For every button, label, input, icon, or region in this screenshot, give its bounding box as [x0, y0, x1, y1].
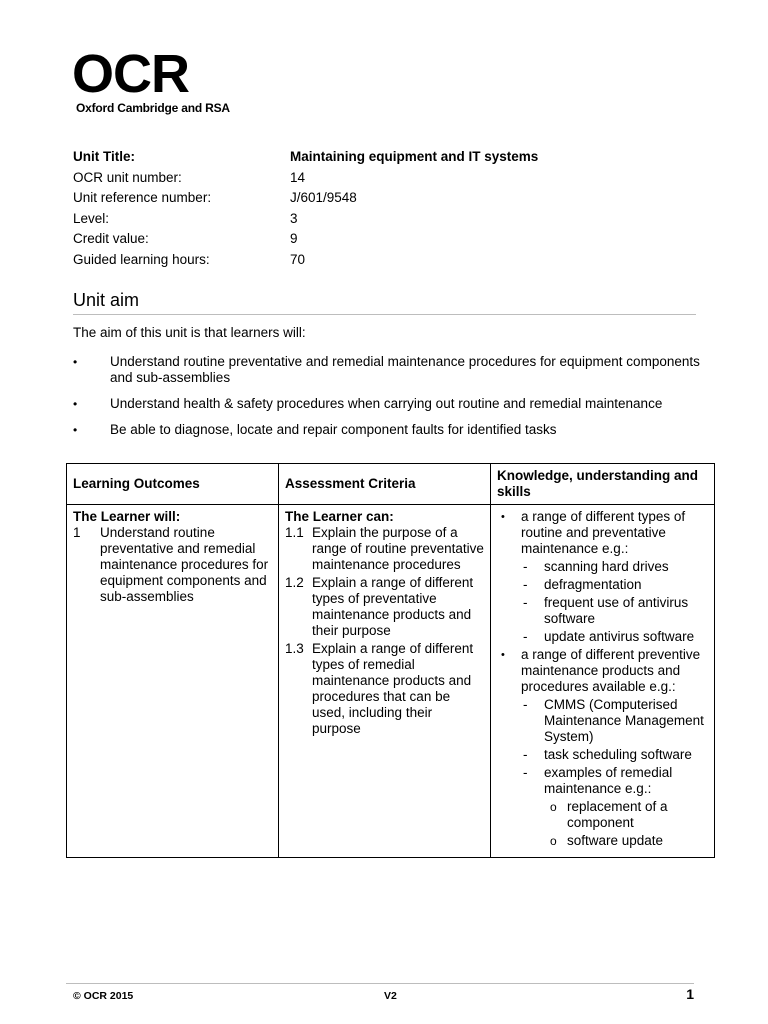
sub-item-text: defragmentation	[544, 577, 642, 592]
list-item	[521, 697, 708, 745]
criterion-text: Explain a range of different types of preventative maintenance products and their purpose	[312, 575, 474, 638]
list-item	[521, 595, 708, 627]
header-learning-outcomes: Learning Outcomes	[67, 464, 279, 505]
unit-number-label: OCR unit number:	[73, 169, 182, 185]
list-item	[73, 354, 703, 386]
criterion-text: Explain the purpose of a range of routine preventative maintenance procedures	[312, 525, 484, 572]
unit-number-value: 14	[290, 169, 306, 185]
unit-title-label: Unit Title:	[73, 149, 135, 164]
knowledge-cell	[491, 505, 715, 858]
outcome-number: 1	[73, 525, 81, 540]
header-knowledge: Knowledge, understanding and skills	[491, 464, 715, 505]
list-item	[521, 629, 708, 645]
criterion-text: Explain a range of different types of remedial maintenance products and procedures that can be used, including their purpose	[312, 641, 474, 736]
knowledge-text: a range of different types of routine and preventative maintenance e.g.:	[521, 509, 686, 556]
list-item	[497, 509, 708, 645]
dash-icon: -	[523, 559, 528, 574]
dash-icon: -	[523, 629, 528, 644]
bullet-icon: •	[73, 355, 78, 369]
outcomes-table	[66, 463, 715, 858]
table-header-row	[67, 464, 715, 505]
criterion-number: 1.1	[285, 525, 304, 540]
guided-hours-label: Guided learning hours:	[73, 251, 210, 267]
list-item	[521, 765, 708, 849]
guided-hours-value: 70	[290, 251, 306, 267]
unit-reference-label: Unit reference number:	[73, 190, 212, 206]
sub-list	[521, 559, 708, 645]
copyright-text: © OCR 2015	[73, 990, 134, 1002]
assessment-criteria-cell	[279, 505, 491, 858]
aim-text: Understand health & safety procedures when carrying out routine and remedial maintenance	[110, 396, 663, 411]
sub-item-text: frequent use of antivirus software	[544, 595, 689, 626]
list-item	[544, 799, 708, 831]
unit-aim-intro: The aim of this unit is that learners will:	[73, 325, 306, 340]
unit-aim-list	[73, 354, 703, 448]
table-row	[67, 505, 715, 858]
list-item	[521, 559, 708, 575]
unit-aim-heading: Unit aim	[73, 290, 696, 315]
criterion-item	[285, 641, 484, 737]
learner-will-heading: The Learner will:	[73, 509, 181, 524]
criterion-item	[285, 575, 484, 639]
outcome-text: Understand routine preventative and remedial maintenance procedures for equipment components and sub-assemblies	[100, 525, 269, 604]
page-footer	[66, 983, 694, 1008]
learning-outcome-item	[73, 525, 272, 605]
unit-title-value: Maintaining equipment and IT systems	[290, 149, 539, 164]
level-label: Level:	[73, 210, 110, 226]
dash-icon: -	[523, 595, 528, 610]
bullet-icon: •	[501, 511, 505, 523]
list-item	[544, 833, 708, 849]
bullet-icon: •	[73, 423, 78, 437]
criterion-item	[285, 525, 484, 573]
sub-item-text: task scheduling software	[544, 747, 692, 762]
version-text: V2	[384, 990, 397, 1002]
header-assessment-criteria: Assessment Criteria	[279, 464, 491, 505]
circle-bullet-icon: o	[550, 834, 557, 848]
sub-item-text: CMMS (Computerised Maintenance Management System)	[544, 697, 704, 744]
dash-icon: -	[523, 697, 528, 712]
level-value: 3	[290, 210, 298, 226]
dash-icon: -	[523, 577, 528, 592]
sub-sub-list	[544, 799, 708, 849]
aim-text: Be able to diagnose, locate and repair component faults for identified tasks	[110, 422, 557, 437]
list-item	[497, 647, 708, 849]
list-item	[521, 577, 708, 593]
unit-reference-value: J/601/9548	[290, 190, 357, 206]
credit-value-value: 9	[290, 231, 298, 247]
logo-subtitle: Oxford Cambridge and RSA	[76, 101, 230, 115]
sub-list	[521, 697, 708, 849]
sub-item-text: examples of remedial maintenance e.g.:	[544, 765, 673, 796]
bullet-icon: •	[73, 397, 78, 411]
dash-icon: -	[523, 747, 528, 762]
circle-bullet-icon: o	[550, 800, 557, 814]
dash-icon: -	[523, 765, 528, 780]
aim-text: Understand routine preventative and remedial maintenance procedures for equipment components and sub-assemblies	[110, 354, 700, 385]
knowledge-list	[497, 509, 708, 849]
list-item	[73, 396, 703, 412]
list-item	[73, 422, 703, 438]
sub-item-text: update antivirus software	[544, 629, 695, 644]
ocr-logo	[72, 44, 230, 115]
sub-sub-item-text: software update	[567, 833, 664, 848]
sub-sub-item-text: replacement of a component	[567, 799, 668, 830]
bullet-icon: •	[501, 649, 505, 661]
criterion-number: 1.3	[285, 641, 304, 656]
criterion-number: 1.2	[285, 575, 304, 590]
learning-outcomes-cell	[67, 505, 279, 858]
credit-value-label: Credit value:	[73, 231, 149, 247]
list-item	[521, 747, 708, 763]
sub-item-text: scanning hard drives	[544, 559, 669, 574]
learner-can-heading: The Learner can:	[285, 509, 394, 524]
page-number: 1	[686, 986, 694, 1002]
logo-mark: OCR	[72, 44, 189, 104]
knowledge-text: a range of different preventive maintenance products and procedures available e.g.:	[521, 647, 701, 694]
